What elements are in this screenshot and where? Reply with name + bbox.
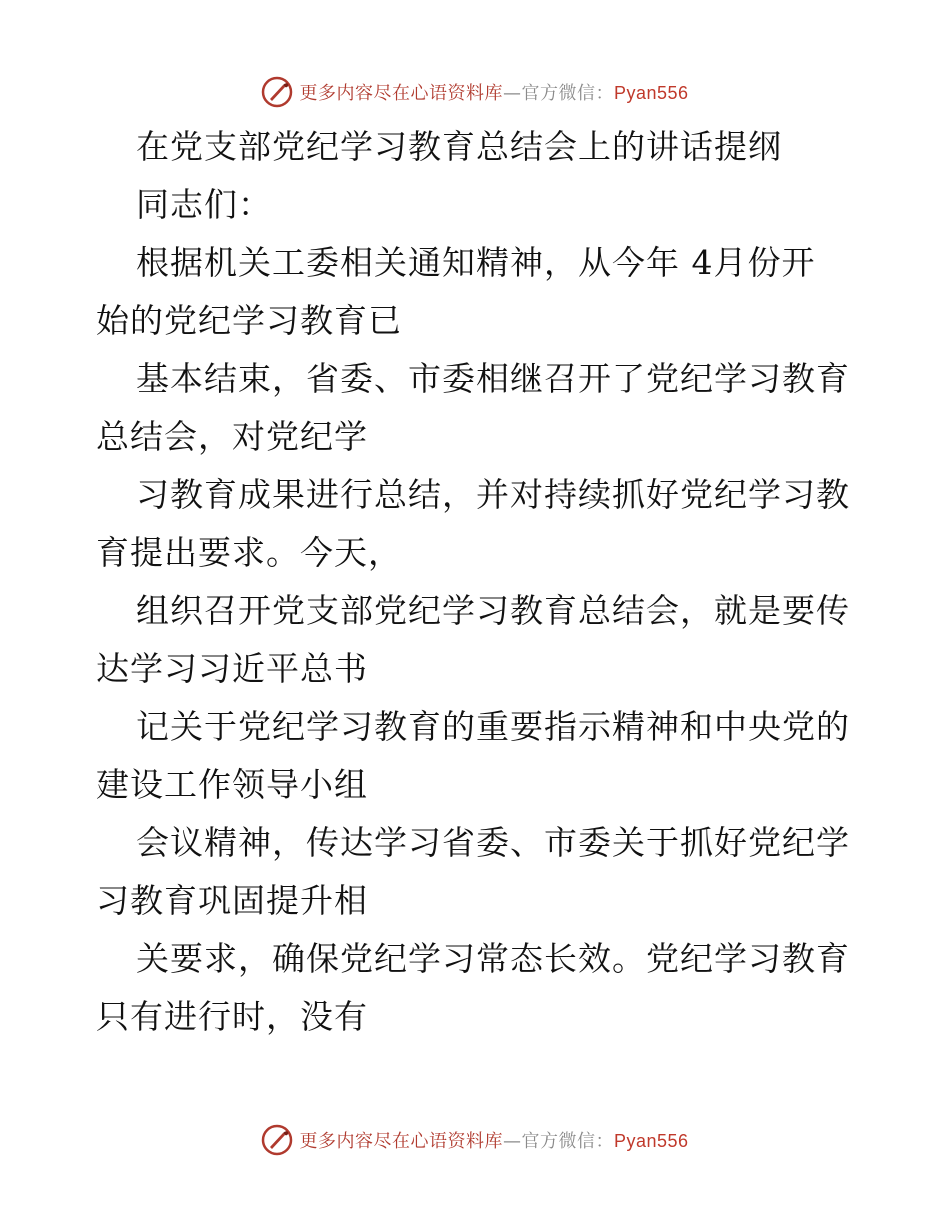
- quill-logo-icon: [261, 1124, 293, 1156]
- text-line: 只有进行时，没有: [96, 997, 368, 1036]
- header-wechat-id: Pyan556: [613, 83, 689, 103]
- text-line: 根据机关工委相关通知精神，从今年 4月份开: [136, 243, 816, 282]
- text-line: 同志们：: [136, 185, 272, 224]
- header-wechat-label: 官方微信：: [521, 83, 614, 104]
- text-line: 关要求，确保党纪学习常态长效。党纪学习教育: [136, 939, 850, 978]
- header-separator: —: [502, 83, 522, 104]
- header-site-text: 更多内容尽在心语资料库: [299, 83, 503, 104]
- footer-wechat-label: 官方微信：: [521, 1131, 614, 1152]
- header-banner: [0, 72, 950, 112]
- text-line: 组织召开党支部党纪学习教育总结会，就是要传: [136, 591, 850, 630]
- text-line: 习教育巩固提升相: [96, 881, 368, 920]
- text-line: 育提出要求。今天，: [96, 533, 402, 572]
- footer-banner: [0, 1120, 950, 1160]
- text-line: 达学习习近平总书: [96, 649, 368, 688]
- footer-wechat-id: Pyan556: [613, 1131, 689, 1151]
- document-body: [96, 118, 866, 1046]
- text-line: 记关于党纪学习教育的重要指示精神和中央党的: [136, 707, 850, 746]
- text-line: 会议精神，传达学习省委、市委关于抓好党纪学: [136, 823, 850, 862]
- footer-separator: —: [502, 1131, 522, 1152]
- quill-logo-icon: [261, 76, 293, 108]
- footer-site-text: 更多内容尽在心语资料库: [299, 1131, 503, 1152]
- text-line: 建设工作领导小组: [96, 765, 368, 804]
- text-line: 总结会，对党纪学: [96, 417, 368, 456]
- text-line: 始的党纪学习教育已: [96, 301, 402, 340]
- text-line: 在党支部党纪学习教育总结会上的讲话提纲: [136, 127, 782, 166]
- text-line: 习教育成果进行总结，并对持续抓好党纪学习教: [136, 475, 850, 514]
- text-line: 基本结束，省委、市委相继召开了党纪学习教育: [136, 359, 850, 398]
